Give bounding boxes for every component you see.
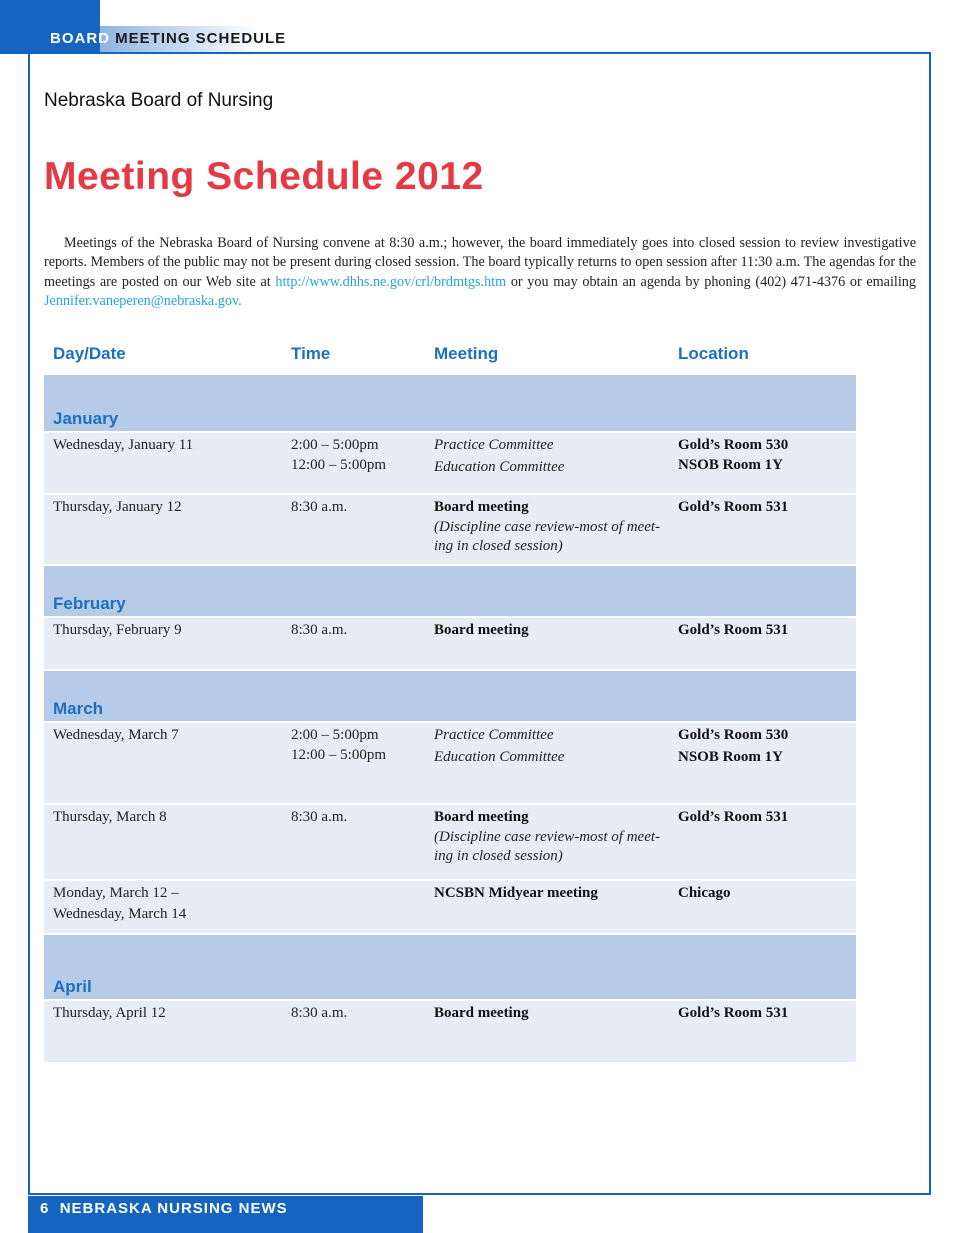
table-row <box>44 495 856 564</box>
meeting-line: Practice Committee <box>434 727 554 743</box>
row-meeting <box>434 436 669 477</box>
month-band-february <box>44 566 856 616</box>
intro-text-2: or you may obtain an agenda by phoning (402) 471-4376 or emailing <box>506 273 916 290</box>
column-header-location: Location <box>678 344 749 363</box>
publication-name: NEBRASKA NURSING NEWS <box>59 1200 288 1217</box>
email-link[interactable]: Jennifer.vaneperen@nebraska.gov. <box>44 292 242 309</box>
table-row <box>44 433 856 493</box>
meeting-note: (Discipline case review-most of meet- <box>434 518 661 535</box>
time-line: 12:00 – 5:00pm <box>291 746 387 763</box>
row-location: Chicago <box>678 885 731 901</box>
agenda-link[interactable]: http://www.dhhs.ne.gov/crl/brdmtgs.htm <box>275 273 507 290</box>
row-location: Gold’s Room 531 <box>678 1005 789 1021</box>
date-line: Monday, March 12 – <box>53 885 179 901</box>
location-line: NSOB Room 1Y <box>678 456 784 473</box>
meeting-line: Board meeting <box>434 499 529 515</box>
section-label <box>50 30 286 47</box>
month-band-january <box>44 375 856 431</box>
row-meeting <box>434 726 669 767</box>
row-time <box>291 436 426 475</box>
meeting-line: Education Committee <box>434 748 565 765</box>
table-row <box>44 881 856 933</box>
month-label: January <box>53 409 119 428</box>
table-row <box>44 1001 856 1062</box>
meeting-note: ing in closed session) <box>434 538 563 554</box>
page-frame-top <box>100 52 931 54</box>
time-line: 2:00 – 5:00pm <box>291 727 379 743</box>
row-time <box>291 726 426 765</box>
row-meeting: NCSBN Midyear meeting <box>434 885 598 901</box>
row-location: Gold’s Room 531 <box>678 809 789 825</box>
footer-text <box>40 1200 288 1217</box>
date-line: Wednesday, March 14 <box>53 905 187 922</box>
month-label: April <box>53 977 92 996</box>
row-location <box>678 436 853 475</box>
meeting-note: ing in closed session) <box>434 848 563 864</box>
row-date: Thursday, February 9 <box>53 622 182 638</box>
row-date: Thursday, April 12 <box>53 1005 166 1021</box>
table-row <box>44 723 856 803</box>
row-time: 8:30 a.m. <box>291 499 348 515</box>
month-band-march <box>44 671 856 721</box>
row-date: Thursday, January 12 <box>53 499 182 515</box>
column-header-time: Time <box>291 344 331 363</box>
row-date: Wednesday, March 7 <box>53 727 179 743</box>
row-time: 8:30 a.m. <box>291 1005 348 1021</box>
row-meeting <box>434 808 669 867</box>
meeting-note: (Discipline case review-most of meet- <box>434 828 661 845</box>
time-line: 12:00 – 5:00pm <box>291 456 387 473</box>
row-date <box>53 884 283 924</box>
page-number: 6 <box>40 1200 50 1217</box>
location-line: NSOB Room 1Y <box>678 748 784 765</box>
row-location: Gold’s Room 531 <box>678 622 789 638</box>
row-meeting <box>434 498 669 557</box>
org-name: Nebraska Board of Nursing <box>44 90 274 111</box>
column-header-meeting: Meeting <box>434 344 499 363</box>
row-date: Thursday, March 8 <box>53 809 167 825</box>
footer-bar <box>28 1196 423 1233</box>
location-line: Gold’s Room 530 <box>678 437 789 453</box>
column-header-date: Day/Date <box>53 344 126 363</box>
row-meeting: Board meeting <box>434 1005 529 1021</box>
month-label: March <box>53 699 104 718</box>
meeting-line: Practice Committee <box>434 437 554 453</box>
meeting-line: Board meeting <box>434 809 529 825</box>
location-line: Gold’s Room 530 <box>678 727 789 743</box>
meeting-line: Education Committee <box>434 458 565 475</box>
row-date: Wednesday, January 11 <box>53 437 194 453</box>
intro-text-1: Meetings of the Nebraska Board of Nursing convene at 8:30 a.m.; however, the board immediately goes into closed session to review investigative reports. Members of the public may not be present during closed session. The board typically returns to open session after 11:30 a.m. The agendas for the meetings are posted on our Web site at <box>44 235 916 290</box>
page-title: Meeting Schedule 2012 <box>44 155 484 198</box>
row-location <box>678 726 853 767</box>
row-location: Gold’s Room 531 <box>678 499 789 515</box>
row-time: 8:30 a.m. <box>291 809 348 825</box>
month-band-april <box>44 935 856 999</box>
section-label-first: BOARD <box>50 30 110 47</box>
intro-paragraph <box>44 234 916 311</box>
row-meeting: Board meeting <box>434 622 529 638</box>
row-time: 8:30 a.m. <box>291 622 348 638</box>
month-label: February <box>53 594 126 613</box>
section-label-rest: MEETING SCHEDULE <box>115 30 287 47</box>
table-row <box>44 618 856 669</box>
header-bar <box>0 0 960 54</box>
time-line: 2:00 – 5:00pm <box>291 437 379 453</box>
table-row <box>44 805 856 879</box>
